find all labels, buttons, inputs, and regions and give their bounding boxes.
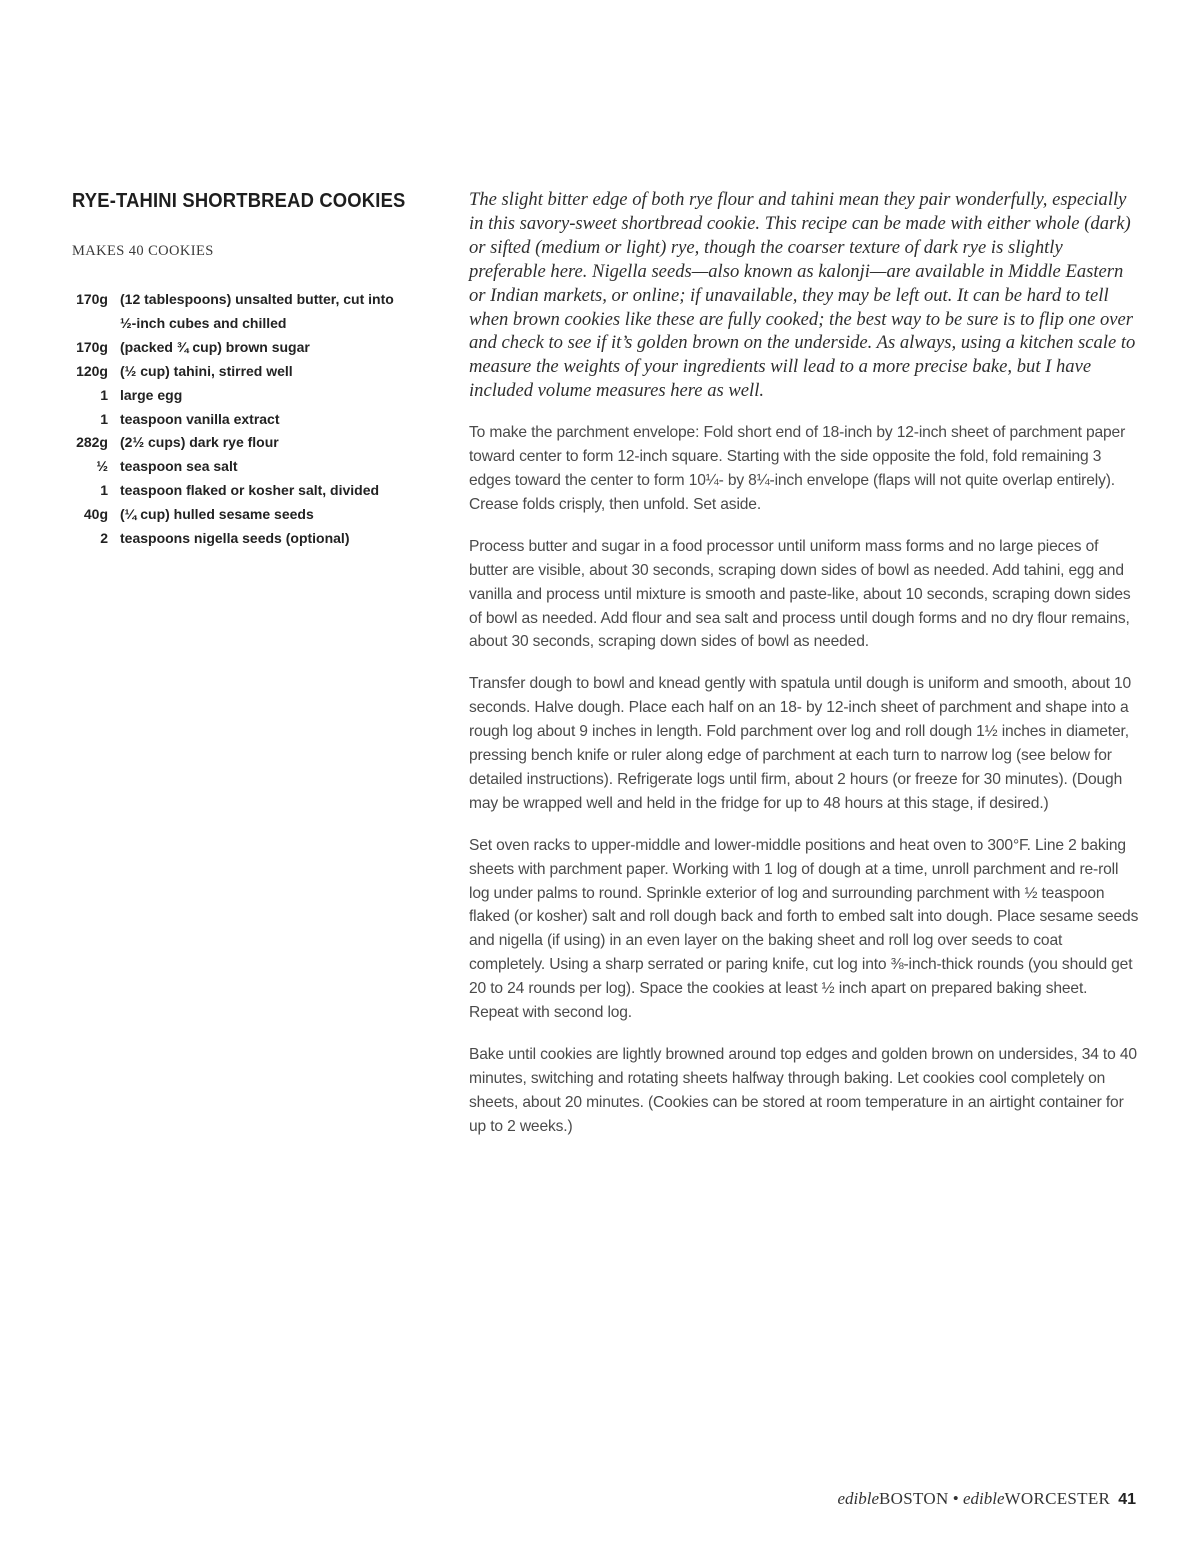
ingredient-list [72,288,417,551]
step-paragraph: Bake until cookies are lightly browned around top edges and golden brown on undersides, 34 to 40 minutes, switching and rotating sheets halfway through baking. Let cookies cool completely on sheets, about 20 minutes. (Cookies can be stored at room temperature in an airtight container for up to 2 weeks.) [469,1046,1137,1135]
ingredient-item [72,288,417,336]
step-paragraph: To make the parchment envelope: Fold short end of 18-inch by 12-inch sheet of parchment paper toward center to form 12-inch square. Starting with the side opposite the fold, fold remaining 3 edges toward the center to form 10¼- by 8¼-inch envelope (flaps will not quite overlap entirely). Crease folds crisply, then unfold. Set aside. [469,424,1126,513]
ingredient-quantity: 1 [100,386,108,403]
step-paragraph: Process butter and sugar in a food processor until uniform mass forms and no large pieces of butter are visible, about 30 seconds, scraping down sides of bowl as needed. Add tahini, egg and vanilla and process until mixture is smooth and paste-like, about 10 seconds, scraping down sides of bowl as needed. Add flour and sea salt and process until dough forms and no dry flour remains, about 30 seconds, scraping down sides of bowl as needed. [469,537,1131,651]
step-paragraph: Transfer dough to bowl and knead gently with spatula until dough is uniform and smooth, about 10 seconds. Halve dough. Place each half on an 18- by 12-inch sheet of parchment and shape into a rough log about 9 inches in length. Fold parchment over log and roll dough 1½ inches in diameter, pressing bench knife or ruler along edge of parchment at each turn to narrow log (see below for detailed instructions). Refrigerate logs until firm, about 2 hours (or freeze for 30 minutes). (Dough may be wrapped well and held in the fridge for up to 48 hours at this stage, if desired.) [469,675,1132,812]
ingredient-text: (12 tablespoons) unsalted butter, cut into ½-inch cubes and chilled [120,291,394,331]
ingredient-quantity: 1 [100,482,108,499]
ingredient-text: teaspoon sea salt [120,458,238,475]
ingredient-text: teaspoon flaked or kosher salt, divided [120,482,380,499]
ingredient-text: (packed ¾ cup) brown sugar [120,338,310,355]
ingredient-item [72,503,417,527]
ingredient-text: (½ cup) tahini, stirred well [120,362,293,379]
ingredient-quantity: 2 [100,530,108,547]
ingredient-text: (¼ cup) hulled sesame seeds [120,506,314,523]
ingredient-item [72,431,417,455]
step-paragraph: Set oven racks to upper-middle and lower-middle positions and heat oven to 300°F. Line 2 baking sheets with parchment paper. Working with 1 log of dough at a time, unroll parchment and re-roll log under palms to round. Sprinkle exterior of log and surrounding parchment with ½ teaspoon flaked (or kosher) salt and roll dough back and forth to embed salt into dough. Place sesame seeds and nigella (if using) in an even layer on the baking sheet and roll log over seeds to coat completely. Using a sharp serrated or paring knife, cut log into ⅜-inch-thick rounds (you should get 20 to 24 rounds per log). Space the cookies at least ½ inch apart on prepared baking sheet. Repeat with second log. [469,836,1139,1022]
method-column [469,188,1139,1139]
ingredient-quantity: 120g [76,362,108,379]
ingredient-item [72,479,417,503]
ingredient-text: teaspoon vanilla extract [120,410,280,427]
ingredient-quantity: 1 [100,410,108,427]
ingredient-text: (2½ cups) dark rye flour [120,434,279,451]
brand-prefix: edible [963,1489,1005,1508]
brand-prefix: edible [837,1489,880,1508]
brand-name: BOSTON [879,1489,949,1508]
ingredient-quantity: 170g [76,338,108,355]
intro-paragraph: The slight bitter edge of both rye flour and tahini mean they pair wonderfully, especially in this savory-sweet shortbread cookie. This recipe can be made with either whole (dark) or sifted (medium or light) rye, though the coarser texture of dark rye is slightly preferable here. Nigella seeds—also known as kalonji—are available in Middle Eastern or Indian markets, or online; if unavailable, they may be left out. It can be hard to tell when brown cookies like these are fully cooked; the best way to be sure is to flip one over and check to see if it’s golden brown on the underside. As always, using a kitchen scale to measure the weights of your ingredients will lead to a more precise bake, but I have included volume measures here as well. [469,189,1136,402]
ingredient-text: teaspoons nigella seeds (optional) [120,530,350,547]
brand-name: WORCESTER [1004,1489,1111,1508]
ingredient-quantity: 282g [76,434,108,451]
ingredient-item [72,336,417,360]
ingredients-column [72,188,417,565]
ingredient-item [72,455,417,479]
ingredient-quantity: 170g [76,291,108,307]
ingredient-item [72,360,417,384]
page-number: 41 [1118,1491,1136,1508]
ingredient-quantity: ½ [96,458,108,475]
page-footer [837,1489,1136,1509]
recipe-yield: MAKES 40 COOKIES [72,243,214,259]
ingredient-text: large egg [120,386,183,403]
recipe-title: RYE-TAHINI SHORTBREAD COOKIES [72,190,406,212]
ingredient-quantity: 40g [83,506,108,523]
ingredient-item [72,384,417,408]
ingredient-item [72,527,417,551]
ingredient-item [72,408,417,432]
footer-separator: • [948,1489,963,1508]
